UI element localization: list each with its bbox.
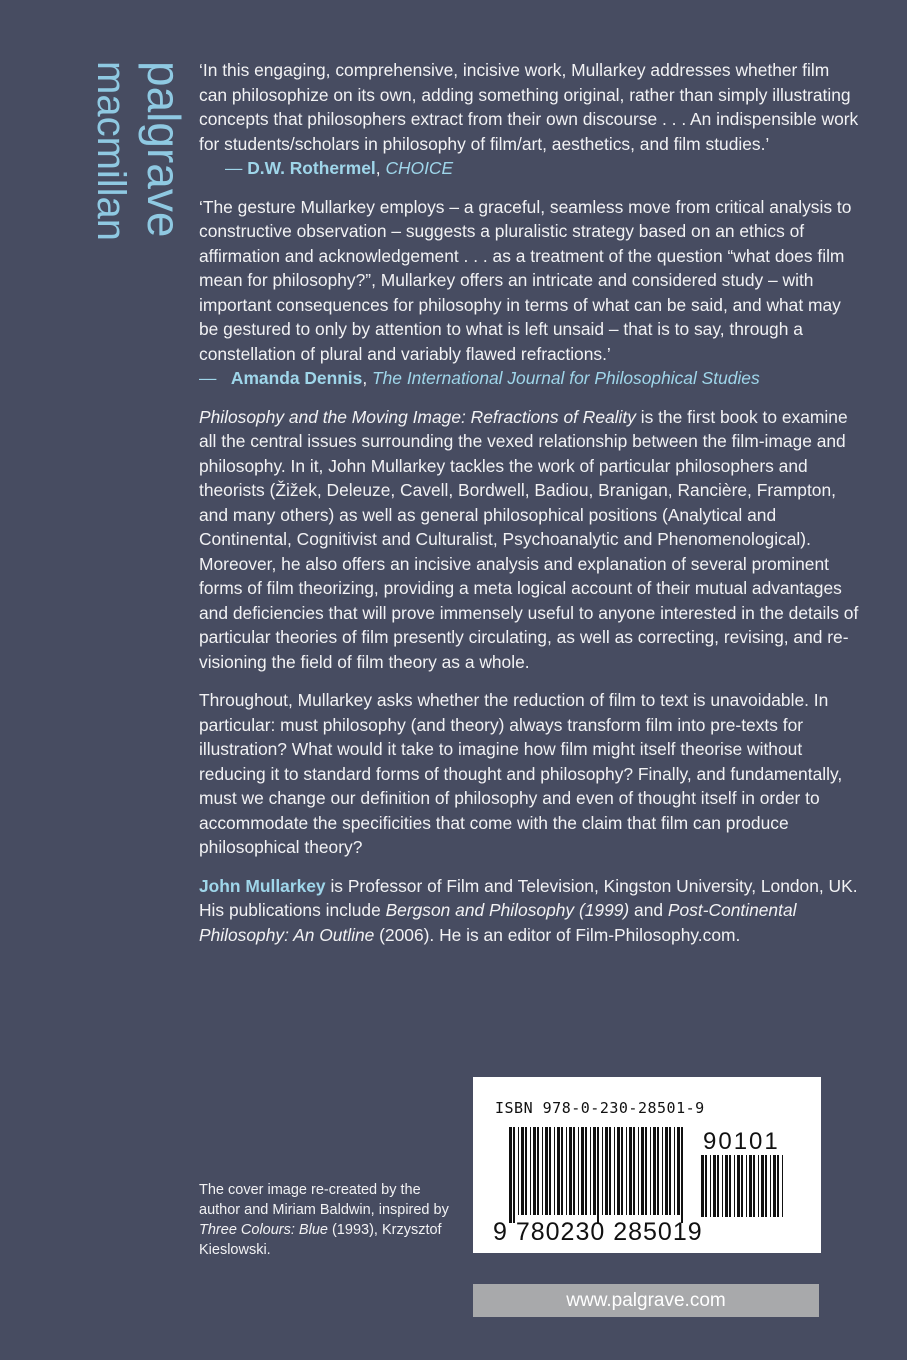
barcode-digits: 9 780230 285019 bbox=[493, 1218, 703, 1246]
barcode-bar bbox=[734, 1155, 735, 1217]
cover-credit-film: Three Colours: Blue bbox=[199, 1222, 328, 1238]
reviewer-name: D.W. Rothermel bbox=[247, 158, 376, 178]
review-attribution bbox=[199, 366, 859, 391]
barcode-bar bbox=[746, 1155, 747, 1217]
review-text: ‘In this engaging, comprehensive, incisive work, Mullarkey addresses whether film can philosophize on its own, adding something original, rather than simply illustrating concepts that philosophers extract from their own discourse . . . An indispensible work for students/scholars in philosophy of film/art, aesthetics, and film studies.’ bbox=[199, 60, 859, 154]
review-attribution bbox=[225, 156, 859, 181]
barcode-bar bbox=[669, 1127, 671, 1215]
barcode-bar bbox=[662, 1127, 663, 1215]
isbn-label: ISBN 978-0-230-28501-9 bbox=[495, 1099, 705, 1117]
barcode-bar bbox=[581, 1127, 584, 1215]
barcode-price-bars bbox=[701, 1155, 783, 1217]
reviewer-name: Amanda Dennis bbox=[230, 368, 363, 388]
attribution-dash: — bbox=[199, 368, 217, 388]
description-paragraph-2: Throughout, Mullarkey asks whether the reduction of film to text is unavoidable. In particular: must philosophy (and theory) always transform film into pre-texts for illustration? What would it take to imagine how film might itself theorise without reducing it to standard forms of thought and philosophy? Finally, and fundamentally, must we change our definition of philosophy and even of thought itself in order to accommodate the specificities that come with the claim that film can produce philosophical theory? bbox=[199, 690, 843, 857]
barcode-bar bbox=[602, 1127, 603, 1215]
barcode-bar bbox=[545, 1127, 548, 1215]
barcode-bar bbox=[597, 1127, 599, 1223]
barcode-bar bbox=[713, 1155, 716, 1217]
barcode-bar bbox=[513, 1127, 515, 1223]
barcode-bar bbox=[674, 1127, 675, 1215]
barcode-bar bbox=[761, 1155, 764, 1217]
author-bio-text: is Professor of Film and Television, Kingston University, London, UK. His publications include bbox=[199, 875, 858, 920]
barcode-bar bbox=[578, 1127, 579, 1215]
back-cover-text bbox=[199, 58, 859, 961]
attribution-separator: , bbox=[362, 368, 368, 388]
barcode-bar bbox=[626, 1127, 627, 1215]
author-bio-text: (2006). He is an editor of Film-Philosophy.com. bbox=[374, 924, 741, 945]
cover-credit-text: (1993), Krzysztof Kieslowski. bbox=[199, 1222, 442, 1258]
barcode-bar bbox=[773, 1155, 776, 1217]
barcode-bar bbox=[770, 1155, 771, 1217]
barcode-bar bbox=[641, 1127, 644, 1215]
barcode-bar bbox=[557, 1127, 560, 1215]
author-name: John Mullarkey bbox=[199, 875, 326, 896]
barcode-bar bbox=[677, 1127, 680, 1215]
barcode-bar bbox=[753, 1155, 755, 1217]
barcode-bar bbox=[725, 1155, 728, 1217]
barcode-bar bbox=[542, 1127, 543, 1215]
description-paragraph-1 bbox=[199, 405, 859, 675]
barcode-bar bbox=[705, 1155, 707, 1217]
barcode-bar bbox=[537, 1127, 539, 1215]
review-source: The International Journal for Philosophical Studies bbox=[372, 368, 760, 388]
barcode-bar bbox=[638, 1127, 639, 1215]
barcode-bar bbox=[665, 1127, 668, 1215]
barcode-bar bbox=[657, 1127, 659, 1215]
barcode-main-bars bbox=[509, 1127, 683, 1223]
barcode-bar bbox=[521, 1127, 524, 1215]
publisher-logo bbox=[40, 55, 190, 275]
isbn-barcode bbox=[473, 1077, 821, 1253]
barcode-bar bbox=[633, 1127, 635, 1215]
barcode-bar bbox=[617, 1127, 620, 1215]
barcode-bar bbox=[533, 1127, 536, 1215]
barcode-bar bbox=[717, 1155, 719, 1217]
barcode-bar bbox=[573, 1127, 575, 1215]
barcode-bar bbox=[722, 1155, 723, 1217]
barcode-bar bbox=[590, 1127, 591, 1215]
barcode-bar bbox=[681, 1127, 683, 1223]
barcode-bar bbox=[609, 1127, 611, 1215]
barcode-bar bbox=[593, 1127, 596, 1215]
barcode-bar bbox=[585, 1127, 587, 1215]
barcode-bar bbox=[650, 1127, 651, 1215]
barcode-bar bbox=[777, 1155, 779, 1217]
publisher-website[interactable]: www.palgrave.com bbox=[473, 1284, 819, 1317]
author-bio bbox=[199, 874, 859, 948]
description-text: is the first book to examine all the central issues surrounding the vexed relationship between the film-image and philosophy. In it, John Mullarkey tackles the work of particular philosophers and theorists (Žižek, Deleuze, Cavell, Bordwell, Badiou, Branigan, Rancière, Frampton, and many others) as well as general philosophical positions (Analytical and Continental, Cognitivist and Culturalist, Psychoanalytic and Phenomenological). Moreover, he also offers an incisive analysis and explanation of several prominent forms of film theorizing, providing a meta logical account of their mutual advantages and deficiencies that will prove immensely useful to anyone interested in the details of particular theories of film presently circulating, as well as correcting, revising, and re-visioning the field of film theory as a whole. bbox=[199, 406, 859, 672]
barcode-bar bbox=[629, 1127, 632, 1215]
author-book-2: Post-Continental Philosophy: An Outline bbox=[199, 900, 797, 945]
barcode-bar bbox=[525, 1127, 527, 1215]
barcode-bar bbox=[737, 1155, 740, 1217]
barcode-bar bbox=[749, 1155, 752, 1217]
barcode-bar bbox=[701, 1155, 704, 1217]
publisher-logo-line1: palgrave bbox=[138, 61, 190, 238]
barcode-bar bbox=[569, 1127, 572, 1215]
barcode-bar bbox=[653, 1127, 656, 1215]
barcode-bar bbox=[741, 1155, 743, 1217]
review-source: CHOICE bbox=[385, 158, 454, 178]
barcode-bar bbox=[710, 1155, 711, 1217]
author-bio-text: and bbox=[629, 900, 668, 920]
review-quote-1 bbox=[199, 58, 859, 181]
barcode-bar bbox=[566, 1127, 567, 1215]
cover-credit-text: The cover image re-created by the author and Miriam Baldwin, inspired by bbox=[199, 1182, 449, 1218]
book-title: Philosophy and the Moving Image: Refractions of Reality bbox=[199, 406, 636, 427]
barcode-bar bbox=[729, 1155, 731, 1217]
barcode-bar bbox=[518, 1127, 519, 1215]
publisher-logo-line2: macmillan bbox=[89, 61, 133, 242]
barcode-bar bbox=[614, 1127, 615, 1215]
barcode-bar bbox=[561, 1127, 563, 1215]
author-book-1: Bergson and Philosophy (1999) bbox=[385, 900, 630, 920]
barcode-bar bbox=[621, 1127, 623, 1215]
barcode-bar bbox=[645, 1127, 647, 1215]
barcode-bar bbox=[765, 1155, 767, 1217]
review-text: ‘The gesture Mullarkey employs – a graceful, seamless move from critical analysis to constructive observation – suggests a pluralistic strategy based on an ethics of affirmation and acknowledgement . . . as a treatment of the question “what does film mean for philosophy?”, Mullarkey offers an intricate and considered study – with important consequences for philosophy in terms of what can be said, and what may be gestured to only by attention to what is left unsaid – that is to say, through a constellation of plural and variably flawed refractions.’ bbox=[199, 196, 852, 364]
barcode-bar bbox=[549, 1127, 551, 1215]
barcode-bar bbox=[509, 1127, 512, 1223]
review-quote-2 bbox=[199, 195, 859, 391]
barcode-bar bbox=[605, 1127, 608, 1215]
barcode-bar bbox=[782, 1155, 783, 1217]
barcode-graphic bbox=[473, 1077, 821, 1253]
barcode-price-code: 90101 bbox=[703, 1128, 780, 1155]
barcode-bar bbox=[530, 1127, 531, 1215]
barcode-bar bbox=[758, 1155, 759, 1217]
barcode-bar bbox=[554, 1127, 555, 1215]
attribution-dash: — bbox=[225, 158, 243, 178]
cover-credit bbox=[199, 1180, 459, 1260]
attribution-separator: , bbox=[375, 158, 381, 178]
